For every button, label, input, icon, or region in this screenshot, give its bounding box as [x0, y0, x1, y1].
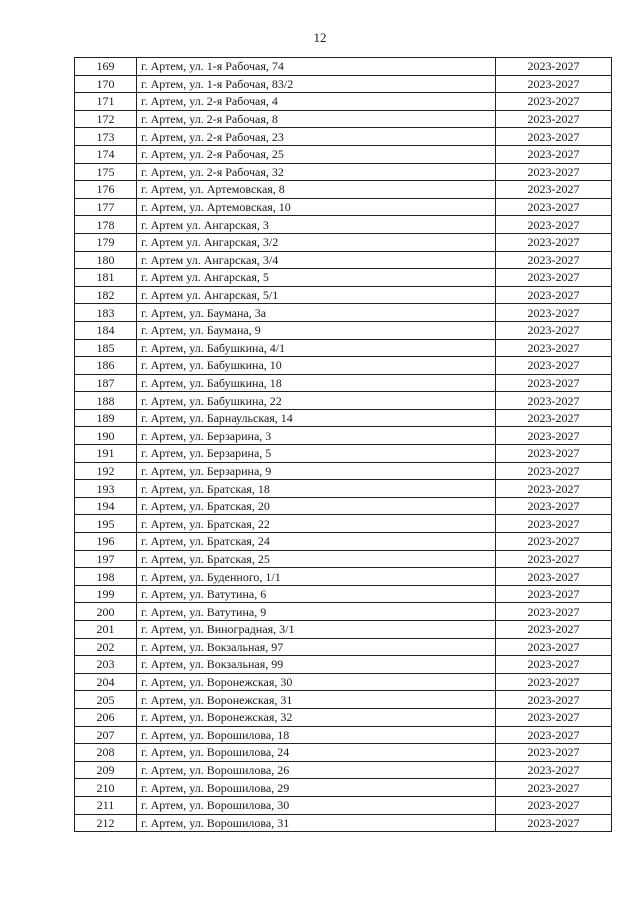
- table-row: [75, 75, 612, 93]
- table-row: [75, 198, 612, 216]
- table-row: [75, 163, 612, 181]
- period-cell: 2023-2027: [496, 110, 612, 128]
- table-row: [75, 585, 612, 603]
- period-cell: 2023-2027: [496, 163, 612, 181]
- row-number-cell: 203: [75, 656, 137, 674]
- row-number-cell: 179: [75, 233, 137, 251]
- period-cell: 2023-2027: [496, 392, 612, 410]
- period-cell: 2023-2027: [496, 656, 612, 674]
- period-cell: 2023-2027: [496, 673, 612, 691]
- address-cell: г. Артем, ул. Ворошилова, 24: [137, 744, 496, 762]
- period-cell: 2023-2027: [496, 708, 612, 726]
- row-number-cell: 180: [75, 251, 137, 269]
- table-row: [75, 216, 612, 234]
- period-cell: 2023-2027: [496, 779, 612, 797]
- address-cell: г. Артем, ул. Бабушкина, 10: [137, 357, 496, 375]
- period-cell: 2023-2027: [496, 128, 612, 146]
- table-row: [75, 339, 612, 357]
- address-cell: г. Артем, ул. Баумана, 9: [137, 321, 496, 339]
- address-cell: г. Артем, ул. Ватутина, 9: [137, 603, 496, 621]
- row-number-cell: 195: [75, 515, 137, 533]
- address-cell: г. Артем, ул. 1-я Рабочая, 83/2: [137, 75, 496, 93]
- table-row: [75, 304, 612, 322]
- row-number-cell: 171: [75, 93, 137, 111]
- address-cell: г. Артем ул. Ангарская, 5: [137, 269, 496, 287]
- address-cell: г. Артем, ул. Вокзальная, 97: [137, 638, 496, 656]
- period-cell: 2023-2027: [496, 462, 612, 480]
- period-cell: 2023-2027: [496, 497, 612, 515]
- row-number-cell: 177: [75, 198, 137, 216]
- address-cell: г. Артем, ул. Братская, 20: [137, 497, 496, 515]
- address-cell: г. Артем, ул. Воронежская, 32: [137, 708, 496, 726]
- row-number-cell: 181: [75, 269, 137, 287]
- period-cell: 2023-2027: [496, 286, 612, 304]
- period-cell: 2023-2027: [496, 603, 612, 621]
- address-cell: г. Артем, ул. 2-я Рабочая, 23: [137, 128, 496, 146]
- address-cell: г. Артем, ул. 2-я Рабочая, 4: [137, 93, 496, 111]
- address-cell: г. Артем, ул. Ворошилова, 29: [137, 779, 496, 797]
- table-row: [75, 515, 612, 533]
- period-cell: 2023-2027: [496, 58, 612, 76]
- table-row: [75, 128, 612, 146]
- address-cell: г. Артем, ул. Бабушкина, 4/1: [137, 339, 496, 357]
- table-row: [75, 673, 612, 691]
- period-cell: 2023-2027: [496, 691, 612, 709]
- row-number-cell: 176: [75, 181, 137, 199]
- address-cell: г. Артем, ул. 1-я Рабочая, 74: [137, 58, 496, 76]
- table-row: [75, 550, 612, 568]
- row-number-cell: 198: [75, 568, 137, 586]
- row-number-cell: 182: [75, 286, 137, 304]
- row-number-cell: 183: [75, 304, 137, 322]
- address-cell: г. Артем, ул. Берзарина, 5: [137, 445, 496, 463]
- period-cell: 2023-2027: [496, 445, 612, 463]
- period-cell: 2023-2027: [496, 409, 612, 427]
- table-row: [75, 497, 612, 515]
- address-cell: г. Артем, ул. Артемовская, 10: [137, 198, 496, 216]
- table-row: [75, 409, 612, 427]
- row-number-cell: 185: [75, 339, 137, 357]
- table-row: [75, 445, 612, 463]
- row-number-cell: 200: [75, 603, 137, 621]
- table-row: [75, 392, 612, 410]
- address-cell: г. Артем, ул. Виноградная, 3/1: [137, 621, 496, 639]
- address-cell: г. Артем, ул. Воронежская, 31: [137, 691, 496, 709]
- period-cell: 2023-2027: [496, 550, 612, 568]
- row-number-cell: 205: [75, 691, 137, 709]
- table-row: [75, 233, 612, 251]
- address-cell: г. Артем, ул. Братская, 22: [137, 515, 496, 533]
- address-cell: г. Артем, ул. Вокзальная, 99: [137, 656, 496, 674]
- row-number-cell: 190: [75, 427, 137, 445]
- address-cell: г. Артем, ул. Бабушкина, 18: [137, 374, 496, 392]
- table-row: [75, 814, 612, 832]
- address-cell: г. Артем, ул. Братская, 25: [137, 550, 496, 568]
- row-number-cell: 196: [75, 533, 137, 551]
- address-cell: г. Артем, ул. Артемовская, 8: [137, 181, 496, 199]
- period-cell: 2023-2027: [496, 269, 612, 287]
- address-cell: г. Артем, ул. Барнаульская, 14: [137, 409, 496, 427]
- period-cell: 2023-2027: [496, 93, 612, 111]
- table-row: [75, 427, 612, 445]
- row-number-cell: 187: [75, 374, 137, 392]
- address-cell: г. Артем, ул. Воронежская, 30: [137, 673, 496, 691]
- table-row: [75, 58, 612, 76]
- address-cell: г. Артем ул. Ангарская, 3: [137, 216, 496, 234]
- table-row: [75, 286, 612, 304]
- table-row: [75, 181, 612, 199]
- row-number-cell: 212: [75, 814, 137, 832]
- table-row: [75, 321, 612, 339]
- table-row: [75, 603, 612, 621]
- period-cell: 2023-2027: [496, 216, 612, 234]
- table-row: [75, 110, 612, 128]
- row-number-cell: 209: [75, 761, 137, 779]
- row-number-cell: 178: [75, 216, 137, 234]
- row-number-cell: 186: [75, 357, 137, 375]
- address-cell: г. Артем ул. Ангарская, 3/4: [137, 251, 496, 269]
- period-cell: 2023-2027: [496, 480, 612, 498]
- address-cell: г. Артем, ул. Берзарина, 3: [137, 427, 496, 445]
- table-row: [75, 251, 612, 269]
- address-cell: г. Артем, ул. Бабушкина, 22: [137, 392, 496, 410]
- address-cell: г. Артем, ул. Братская, 24: [137, 533, 496, 551]
- period-cell: 2023-2027: [496, 198, 612, 216]
- period-cell: 2023-2027: [496, 585, 612, 603]
- period-cell: 2023-2027: [496, 726, 612, 744]
- address-cell: г. Артем, ул. Берзарина, 9: [137, 462, 496, 480]
- table-row: [75, 621, 612, 639]
- address-cell: г. Артем, ул. Ворошилова, 26: [137, 761, 496, 779]
- table-row: [75, 480, 612, 498]
- row-number-cell: 201: [75, 621, 137, 639]
- row-number-cell: 197: [75, 550, 137, 568]
- period-cell: 2023-2027: [496, 427, 612, 445]
- table-row: [75, 796, 612, 814]
- period-cell: 2023-2027: [496, 814, 612, 832]
- row-number-cell: 199: [75, 585, 137, 603]
- period-cell: 2023-2027: [496, 321, 612, 339]
- table-row: [75, 744, 612, 762]
- row-number-cell: 184: [75, 321, 137, 339]
- table-row: [75, 533, 612, 551]
- row-number-cell: 189: [75, 409, 137, 427]
- period-cell: 2023-2027: [496, 233, 612, 251]
- row-number-cell: 173: [75, 128, 137, 146]
- address-cell: г. Артем ул. Ангарская, 5/1: [137, 286, 496, 304]
- row-number-cell: 191: [75, 445, 137, 463]
- table-row: [75, 269, 612, 287]
- period-cell: 2023-2027: [496, 744, 612, 762]
- row-number-cell: 208: [75, 744, 137, 762]
- row-number-cell: 210: [75, 779, 137, 797]
- address-cell: г. Артем, ул. Братская, 18: [137, 480, 496, 498]
- period-cell: 2023-2027: [496, 75, 612, 93]
- row-number-cell: 204: [75, 673, 137, 691]
- address-cell: г. Артем ул. Ангарская, 3/2: [137, 233, 496, 251]
- row-number-cell: 175: [75, 163, 137, 181]
- period-cell: 2023-2027: [496, 621, 612, 639]
- row-number-cell: 202: [75, 638, 137, 656]
- period-cell: 2023-2027: [496, 515, 612, 533]
- address-cell: г. Артем, ул. 2-я Рабочая, 32: [137, 163, 496, 181]
- table-row: [75, 708, 612, 726]
- period-cell: 2023-2027: [496, 533, 612, 551]
- address-cell: г. Артем, ул. Баумана, 3а: [137, 304, 496, 322]
- period-cell: 2023-2027: [496, 638, 612, 656]
- table-row: [75, 656, 612, 674]
- period-cell: 2023-2027: [496, 339, 612, 357]
- row-number-cell: 211: [75, 796, 137, 814]
- row-number-cell: 193: [75, 480, 137, 498]
- period-cell: 2023-2027: [496, 357, 612, 375]
- table-row: [75, 568, 612, 586]
- period-cell: 2023-2027: [496, 304, 612, 322]
- period-cell: 2023-2027: [496, 145, 612, 163]
- table-row: [75, 462, 612, 480]
- table-row: [75, 357, 612, 375]
- table-row: [75, 93, 612, 111]
- row-number-cell: 192: [75, 462, 137, 480]
- row-number-cell: 172: [75, 110, 137, 128]
- row-number-cell: 207: [75, 726, 137, 744]
- period-cell: 2023-2027: [496, 181, 612, 199]
- page-number: 12: [313, 30, 327, 45]
- period-cell: 2023-2027: [496, 568, 612, 586]
- row-number-cell: 174: [75, 145, 137, 163]
- table-row: [75, 726, 612, 744]
- row-number-cell: 188: [75, 392, 137, 410]
- table-row: [75, 638, 612, 656]
- period-cell: 2023-2027: [496, 251, 612, 269]
- address-cell: г. Артем, ул. Ворошилова, 31: [137, 814, 496, 832]
- row-number-cell: 170: [75, 75, 137, 93]
- address-cell: г. Артем, ул. Ворошилова, 30: [137, 796, 496, 814]
- row-number-cell: 194: [75, 497, 137, 515]
- table-row: [75, 779, 612, 797]
- period-cell: 2023-2027: [496, 761, 612, 779]
- address-cell: г. Артем, ул. Ворошилова, 18: [137, 726, 496, 744]
- period-cell: 2023-2027: [496, 374, 612, 392]
- table-row: [75, 761, 612, 779]
- address-table-body: [75, 58, 612, 832]
- table-row: [75, 691, 612, 709]
- address-table: [74, 57, 612, 832]
- address-cell: г. Артем, ул. Буденного, 1/1: [137, 568, 496, 586]
- table-row: [75, 374, 612, 392]
- address-cell: г. Артем, ул. Ватутина, 6: [137, 585, 496, 603]
- period-cell: 2023-2027: [496, 796, 612, 814]
- address-cell: г. Артем, ул. 2-я Рабочая, 8: [137, 110, 496, 128]
- address-cell: г. Артем, ул. 2-я Рабочая, 25: [137, 145, 496, 163]
- table-row: [75, 145, 612, 163]
- row-number-cell: 169: [75, 58, 137, 76]
- row-number-cell: 206: [75, 708, 137, 726]
